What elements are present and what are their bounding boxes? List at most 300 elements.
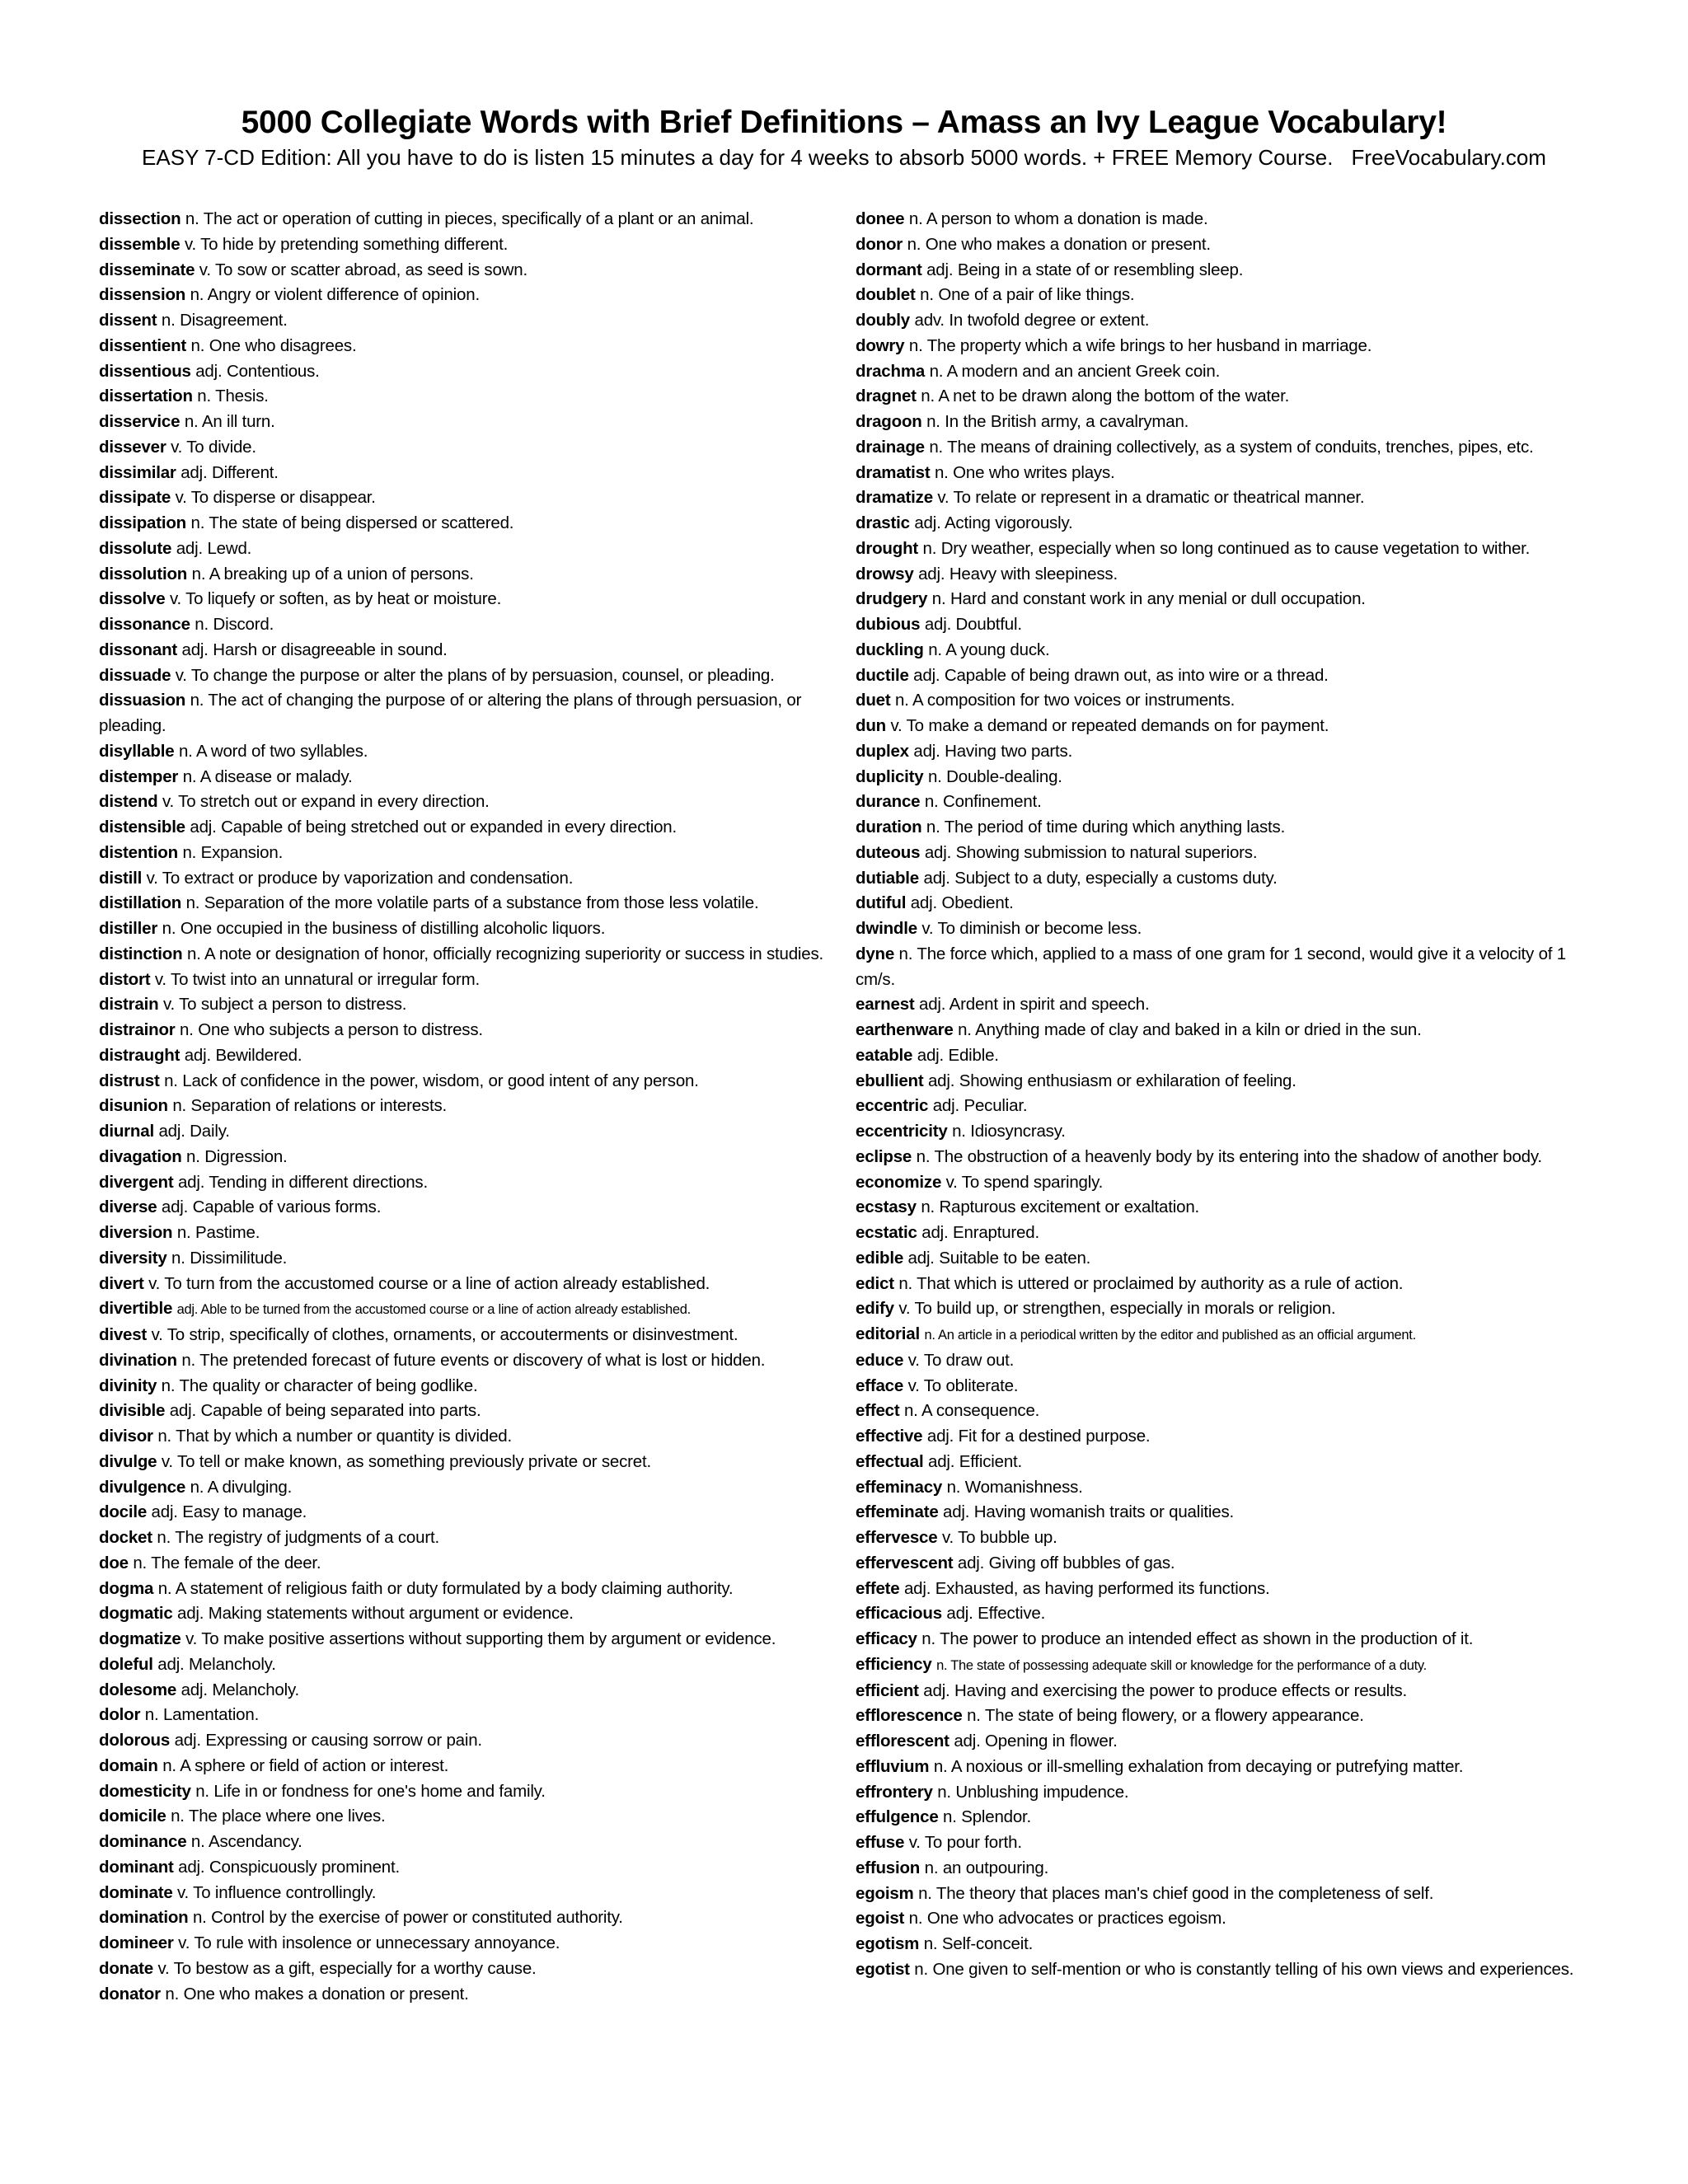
word-entry [99,916,839,942]
word-entry [856,537,1597,562]
entry-definition: adj. Daily. [158,1122,230,1141]
word-entry [856,1932,1597,1957]
entry-word: dowry [856,335,905,355]
word-entry [99,942,839,968]
word-entry [856,1475,1597,1501]
entry-word: duet [856,691,891,710]
entry-definition: adj. Lewd. [176,538,252,558]
word-entry [856,1018,1597,1043]
entry-definition: n. Double-dealing. [927,766,1062,786]
word-entry [99,1652,839,1678]
entry-word: domesticity [99,1781,191,1801]
word-entry [856,1322,1597,1348]
word-entry [99,562,839,588]
word-entry [99,485,839,511]
word-entry [99,1069,839,1094]
word-entry [856,461,1597,486]
entry-word: edible [856,1248,904,1268]
entry-definition: adj. Making statements without argument or evidence. [177,1604,574,1624]
entry-definition: n. Lamentation. [144,1705,260,1725]
entry-word: eatable [856,1045,913,1065]
entry-definition: n. Self-conceit. [923,1934,1034,1953]
entry-word: dissentious [99,361,191,381]
entry-word: egotism [856,1934,920,1953]
word-entry [99,1246,839,1272]
word-entry [99,1881,839,1906]
entry-definition: adj. Edible. [917,1045,999,1065]
entry-word: efficient [856,1680,919,1700]
entry-definition: n. Separation of relations or interests. [172,1096,448,1116]
entry-word: dissimilar [99,462,176,482]
entry-word: divulgence [99,1477,186,1497]
entry-definition: adj. Heavy with sleepiness. [918,564,1118,583]
entry-word: educe [856,1350,904,1370]
entry-definition: adj. Having and exercising the power to produce effects or results. [923,1680,1408,1700]
entry-word: drought [856,538,919,558]
entry-definition: n. The property which a wife brings to her husband in marriage. [908,335,1372,355]
entry-word: dissentient [99,335,187,355]
entry-word: dogmatize [99,1629,181,1648]
left-column [99,207,839,2007]
entry-word: dominate [99,1882,173,1902]
entry-definition: v. To draw out. [907,1350,1015,1370]
entry-definition: v. To build up, or strengthen, especially in morals or religion. [898,1299,1336,1319]
entry-word: diversity [99,1248,167,1268]
word-entry [99,1170,839,1196]
word-entry [99,207,839,232]
word-entry [856,638,1597,663]
word-entry [856,1830,1597,1856]
entry-word: divisible [99,1401,166,1421]
entry-word: disunion [99,1096,168,1116]
word-entry [99,435,839,461]
word-entry [856,1755,1597,1780]
entry-word: distemper [99,766,179,786]
entry-word: effervescent [856,1553,954,1572]
word-entry [856,1551,1597,1577]
entry-definition: adj. Capable of being stretched out or expanded in every direction. [190,818,677,837]
entry-definition: adj. Tending in different directions. [177,1172,428,1192]
entry-word: divest [99,1325,148,1344]
word-entry [99,1043,839,1069]
word-entry [856,587,1597,612]
word-entry [99,790,839,815]
entry-definition: adj. Obedient. [910,893,1014,913]
word-entry [99,1424,839,1450]
entry-definition: n. Unblushing impudence. [937,1782,1129,1802]
entry-word: eclipse [856,1146,912,1166]
entry-definition: n. That which is uttered or proclaimed by authority as a rule of action. [898,1273,1404,1293]
entry-definition: adj. Capable of being drawn out, as into wire or a thread. [913,665,1329,685]
entry-word: dyne [856,944,895,963]
entry-definition: n. In the British army, a cavalryman. [926,412,1189,431]
entry-definition: n. Thesis. [197,387,269,406]
entry-definition: n. Dissimilitude. [171,1248,288,1268]
word-entry [99,283,839,308]
word-entry [856,1145,1597,1170]
entry-word: duration [856,818,922,837]
word-entry [856,891,1597,916]
entry-definition: n. One given to self-mention or who is constantly telling of his own views and experiences. [914,1959,1574,1979]
entry-definition: adj. Being in a state of or resembling sleep. [926,260,1244,279]
entry-word: earthenware [856,1020,954,1039]
entry-word: efflorescent [856,1732,950,1750]
entry-definition: adj. Capable of various forms. [161,1197,382,1217]
entry-definition: v. To divide. [171,437,256,457]
word-entry [99,1374,839,1399]
entry-definition: n. Idiosyncrasy. [952,1122,1066,1141]
entry-word: effete [856,1578,900,1598]
word-entry [99,663,839,689]
entry-word: distensible [99,818,185,837]
word-entry [99,1323,839,1348]
word-entry [856,1424,1597,1450]
entry-word: dissipation [99,513,187,532]
word-entry [856,1906,1597,1932]
entry-definition: n. Ascendancy. [190,1832,302,1851]
entry-definition: v. To make a demand or repeated demands on for payment. [890,716,1329,735]
word-entry [99,410,839,435]
entry-definition: v. To bestow as a gift, especially for a worthy cause. [157,1958,537,1978]
entry-word: ductile [856,665,909,685]
word-entry [856,511,1597,537]
word-entry [99,1957,839,1982]
entry-word: domination [99,1908,189,1928]
entry-word: distention [99,842,178,862]
word-entry [856,1856,1597,1882]
entry-word: ecstasy [856,1197,917,1217]
entry-definition: n. The registry of judgments of a court. [157,1528,439,1547]
entry-definition: n. One who writes plays. [934,462,1115,482]
entry-word: distinction [99,944,183,963]
entry-word: donor [856,234,903,254]
entry-definition: n. One of a pair of like things. [920,285,1135,305]
word-entry [856,384,1597,410]
entry-word: eccentricity [856,1122,948,1141]
entry-word: doublet [856,285,916,305]
word-entry [856,765,1597,790]
word-entry [99,1526,839,1551]
entry-word: drainage [856,437,925,457]
word-entry [856,207,1597,232]
entry-definition: v. To relate or represent in a dramatic or theatrical manner. [937,488,1365,508]
entry-definition: adj. Conspicuously prominent. [178,1857,400,1877]
entry-definition: adj. Contentious. [195,361,320,381]
entry-definition: n. That by which a number or quantity is divided. [157,1427,512,1446]
entry-word: duckling [856,640,924,659]
entry-word: dissolute [99,538,172,558]
word-entry [856,612,1597,638]
word-entry [856,992,1597,1018]
entry-word: dogma [99,1578,154,1598]
entry-definition: adj. Acting vigorously. [914,513,1073,532]
entry-definition: n. A breaking up of a union of persons. [191,564,474,583]
entry-definition: v. To subject a person to distress. [162,995,407,1015]
word-entry [856,739,1597,765]
entry-definition: v. To sow or scatter abroad, as seed is sown. [199,260,528,279]
entry-word: dissonance [99,615,190,634]
entry-definition: n. An ill turn. [184,412,275,431]
entry-definition: v. To pour forth. [908,1833,1022,1852]
entry-word: drachma [856,361,926,381]
entry-word: dominant [99,1857,174,1877]
page-title: 5000 Collegiate Words with Brief Definitions – Amass an Ivy League Vocabulary! [241,105,1447,140]
entry-definition: adj. Peculiar. [932,1096,1028,1116]
word-entry [99,1296,839,1323]
entry-definition: n. Digression. [186,1146,288,1166]
entry-word: distraught [99,1045,181,1065]
entry-word: drowsy [856,564,914,583]
entry-word: earnest [856,995,915,1015]
entry-word: duplex [856,741,909,761]
entry-word: distend [99,792,158,812]
word-entry [99,1627,839,1652]
entry-definition: adj. Efficient. [928,1451,1023,1471]
word-entry [99,1399,839,1424]
entry-word: ebullient [856,1071,924,1090]
entry-definition: n. Rapturous excitement or exaltation. [921,1197,1200,1217]
word-entry [856,1627,1597,1652]
entry-word: dissolve [99,589,166,609]
word-entry [856,688,1597,714]
word-entry [99,815,839,841]
entry-word: dramatist [856,462,931,482]
entry-definition: n. The female of the deer. [133,1553,321,1572]
word-entry [99,258,839,284]
entry-definition: adj. Showing submission to natural superiors. [924,842,1258,862]
site-link[interactable]: FreeVocabulary.com [1351,145,1546,170]
entry-definition: adj. Enraptured. [921,1223,1039,1242]
entry-definition: n. One who subjects a person to distress. [180,1020,483,1039]
entry-word: effervesce [856,1528,938,1547]
entry-word: diversion [99,1223,173,1242]
entry-definition: v. To bubble up. [941,1528,1057,1547]
entry-word: efficacious [856,1604,942,1624]
entry-definition: v. To strip, specifically of clothes, ornaments, or accouterments or disinvestment. [151,1325,738,1344]
entry-definition: v. To disperse or disappear. [175,488,376,508]
entry-definition: n. A statement of religious faith or duty formulated by a body claiming authority. [157,1578,734,1598]
entry-definition: n. Anything made of clay and baked in a kiln or dried in the sun. [958,1020,1422,1039]
word-entry [856,485,1597,511]
entry-definition: v. To turn from the accustomed course or a line of action already established. [148,1273,710,1293]
entry-definition: n. Dry weather, especially when so long continued as to cause vegetation to wither. [922,538,1531,558]
word-entry [856,1246,1597,1272]
word-entry [856,1272,1597,1297]
entry-word: effulgence [856,1807,939,1827]
word-entry [99,765,839,790]
word-entry [856,1399,1597,1424]
entry-definition: v. To diminish or become less. [921,919,1142,938]
entry-definition: n. One who disagrees. [190,335,357,355]
entry-definition: adj. Melancholy. [157,1654,276,1674]
entry-word: distrainor [99,1020,176,1039]
entry-definition: n. A word of two syllables. [178,741,368,761]
word-entry [856,663,1597,689]
entry-word: divergent [99,1172,174,1192]
entry-definition: v. To liquefy or soften, as by heat or moisture. [169,589,502,609]
entry-word: effect [856,1401,900,1421]
entry-definition: n. An article in a periodical written by the editor and published as an official argument. [924,1328,1416,1343]
word-entry [99,638,839,663]
entry-definition: n. The period of time during which anything lasts. [926,818,1286,837]
word-entry [856,283,1597,308]
entry-definition: adj. Bewildered. [184,1045,302,1065]
entry-word: docket [99,1528,152,1547]
word-entry [856,714,1597,739]
word-entry [856,1652,1597,1679]
entry-definition: adj. Suitable to be eaten. [907,1248,1091,1268]
entry-definition: n. Lack of confidence in the power, wisdom, or good intent of any person. [164,1071,699,1090]
entry-word: effective [856,1427,923,1446]
word-entry [99,1931,839,1957]
word-entry [99,1982,839,2008]
word-entry [856,258,1597,284]
entry-definition: n. The act of changing the purpose of or altering the plans of through persuasion, or pleading. [99,691,802,735]
word-entry [99,1577,839,1602]
entry-definition: n. One who advocates or practices egoism. [908,1909,1226,1929]
entry-word: dissonant [99,640,178,659]
word-entry [99,308,839,334]
word-entry [99,739,839,765]
entry-definition: adj. Expressing or causing sorrow or pain. [174,1731,482,1750]
entry-word: divination [99,1350,177,1370]
word-entry [856,1526,1597,1551]
entry-word: divulge [99,1451,157,1471]
entry-word: dissever [99,437,166,457]
entry-definition: adj. Having womanish traits or qualities. [943,1502,1235,1522]
word-entry [856,232,1597,258]
entry-word: dissension [99,285,186,305]
entry-word: distrain [99,995,159,1015]
word-entry [856,1500,1597,1526]
word-entry [99,1145,839,1170]
entry-word: disseminate [99,260,195,279]
word-entry [99,1779,839,1805]
entry-word: dissuasion [99,691,186,710]
entry-word: efflorescence [856,1706,963,1726]
word-entry [856,410,1597,435]
entry-word: dominance [99,1832,187,1851]
entry-definition: n. The place where one lives. [171,1807,386,1826]
word-entry [856,1195,1597,1221]
entry-definition: n. A sphere or field of action or interest. [162,1755,449,1775]
word-entry [856,1882,1597,1907]
entry-word: divert [99,1273,144,1293]
word-entry [99,537,839,562]
entry-definition: adj. Doubtful. [924,615,1022,634]
entry-word: distill [99,868,143,888]
word-entry [99,1475,839,1501]
entry-word: diurnal [99,1122,154,1141]
entry-definition: n. A composition for two voices or instruments. [894,691,1236,710]
word-entry [856,1780,1597,1806]
word-entry [856,1348,1597,1374]
word-entry [99,1450,839,1475]
entry-definition: v. To change the purpose or alter the plans of by persuasion, counsel, or pleading. [175,665,775,685]
entry-definition: n. A young duck. [928,640,1050,659]
entry-definition: v. To spend sparingly. [945,1172,1104,1192]
entry-word: efface [856,1376,904,1395]
entry-word: dissemble [99,234,181,254]
entry-word: docile [99,1502,148,1522]
entry-word: dragoon [856,412,922,431]
entry-definition: adj. Opening in flower. [954,1732,1118,1750]
word-entry [99,992,839,1018]
entry-definition: n. Pastime. [176,1223,260,1242]
word-entry [99,1272,839,1297]
word-entry [856,815,1597,841]
entry-word: dolesome [99,1680,177,1699]
entry-word: effeminacy [856,1477,943,1497]
entry-definition: n. A divulging. [190,1477,293,1497]
entry-definition: n. The quality or character of being godlike. [161,1376,478,1395]
entry-word: effectual [856,1451,924,1471]
entry-word: doleful [99,1654,153,1674]
entry-word: distort [99,969,151,989]
entry-word: egoist [856,1909,905,1929]
word-entry [99,968,839,993]
entry-definition: adj. Giving off bubbles of gas. [957,1553,1175,1572]
word-entry [856,435,1597,461]
entry-word: editorial [856,1324,920,1343]
word-entry [856,334,1597,359]
entry-definition: n. The state of being dispersed or scattered. [190,513,514,532]
entry-definition: n. Hard and constant work in any menial or dull occupation. [931,589,1366,609]
word-entry [856,1374,1597,1399]
entry-word: disservice [99,412,181,431]
entry-word: domineer [99,1933,174,1952]
entry-word: effuse [856,1833,905,1852]
entry-definition: v. To rule with insolence or unnecessary annoyance. [178,1933,560,1952]
entry-definition: n. The theory that places man's chief good in the completeness of self. [918,1883,1434,1903]
entry-definition: v. To influence controllingly. [177,1882,377,1902]
word-entry [856,866,1597,892]
entry-definition: adj. Having two parts. [913,741,1073,761]
entry-definition: v. To tell or make known, as something previously private or secret. [161,1451,651,1471]
entry-word: dun [856,716,886,735]
word-entry [99,1728,839,1754]
word-entry [99,1855,839,1881]
entry-definition: n. Separation of the more volatile parts of a substance from those less volatile. [185,893,759,913]
entry-definition: v. To make positive assertions without supporting them by argument or evidence. [185,1629,776,1648]
entry-definition: n. One occupied in the business of distilling alcoholic liquors. [162,919,606,938]
word-entry [856,1296,1597,1322]
word-entry [856,1119,1597,1145]
entry-definition: n. Womanishness. [946,1477,1083,1497]
word-entry [99,384,839,410]
entry-definition: n. A noxious or ill-smelling exhalation from decaying or putrefying matter. [933,1756,1464,1776]
entry-word: distillation [99,893,182,913]
word-entry [856,916,1597,942]
word-entry [99,612,839,638]
entry-word: dutiable [856,868,919,888]
word-entry [99,841,839,866]
entry-definition: v. To extract or produce by vaporization and condensation. [146,868,574,888]
word-entry [99,1348,839,1374]
word-entry [99,1601,839,1627]
entry-definition: n. Discord. [195,615,274,634]
entry-definition: n. The state of being flowery, or a flowery appearance. [967,1706,1364,1726]
entry-definition: n. Disagreement. [161,311,288,330]
word-entry [856,1094,1597,1119]
entry-definition: adj. Fit for a destined purpose. [926,1427,1151,1446]
word-entry [99,1500,839,1526]
entry-word: donate [99,1958,153,1978]
entry-word: domain [99,1755,158,1775]
entry-word: dissipate [99,488,171,508]
word-entry [99,587,839,612]
word-entry [99,866,839,892]
